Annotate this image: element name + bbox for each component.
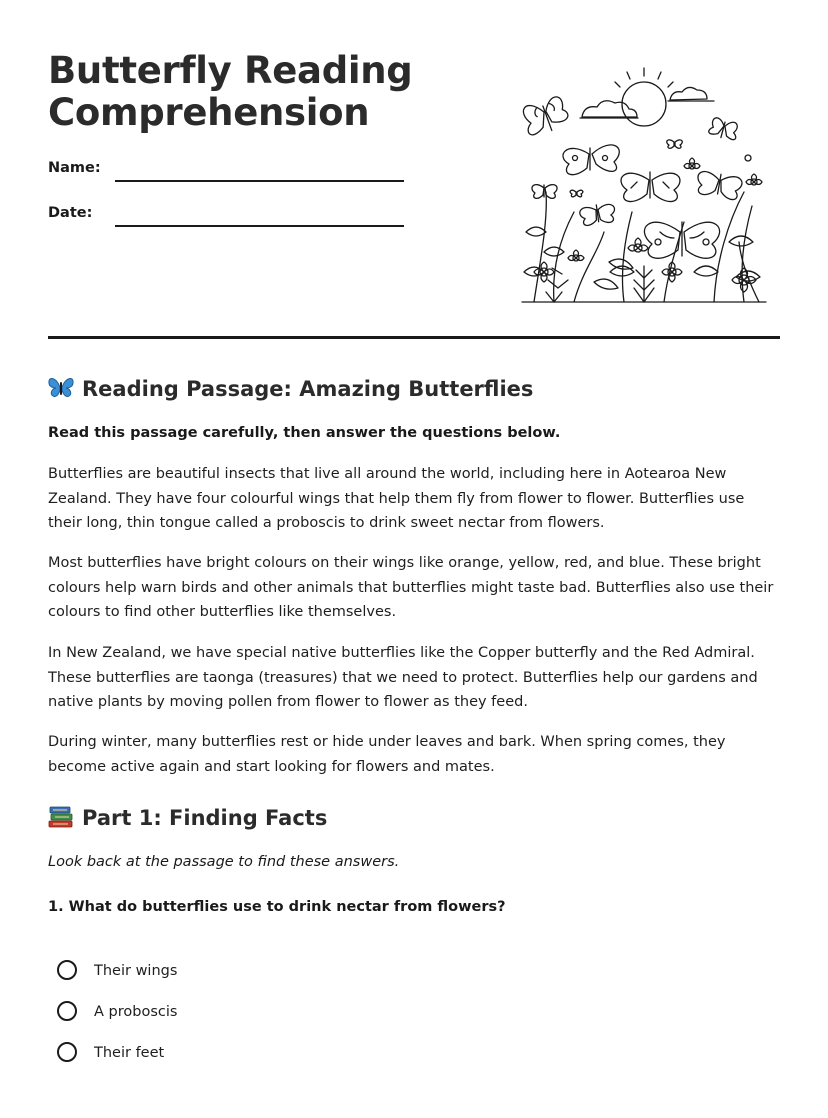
question-1-option-2[interactable]	[57, 1000, 357, 1026]
worksheet-title	[48, 50, 413, 134]
date-field[interactable]	[48, 203, 408, 233]
cloud-right-icon	[668, 87, 714, 101]
butterfly-top-center-icon	[667, 140, 683, 148]
question-1: 1. What do butterflies use to drink nectar from flowers?	[48, 899, 506, 915]
option-label: Their feet	[94, 1045, 165, 1061]
cloud-left-icon	[580, 101, 638, 118]
question-1-option-3[interactable]	[57, 1041, 357, 1067]
part1-note: Look back at the passage to find these answers.	[48, 854, 400, 870]
date-label: Date:	[48, 205, 93, 221]
passage-heading	[48, 375, 533, 403]
option-label: Their wings	[94, 963, 178, 979]
butterfly-tiny-icon	[570, 190, 583, 197]
name-field[interactable]	[48, 158, 408, 188]
header-divider	[48, 336, 780, 339]
worksheet-page	[48, 0, 780, 1118]
radio-circle[interactable]	[57, 960, 77, 980]
title-line-2: Comprehension	[48, 91, 370, 134]
butterfly-center-icon	[621, 172, 680, 202]
part1-heading-text: Part 1: Finding Facts	[82, 806, 328, 830]
butterfly-top-right-icon	[708, 117, 739, 142]
passage-paragraph-3: In New Zealand, we have special native butterflies like the Copper butterfly and the Red Admiral. These butterflies are taonga (treasures) that we need to protect. Butterflies help our gardens and native plants by moving pollen from flower to flower as they feed.	[48, 645, 758, 710]
name-write-line[interactable]	[115, 180, 404, 182]
butterfly-mid-left-icon	[563, 145, 619, 175]
worksheet-header	[48, 0, 780, 340]
part1-heading	[48, 804, 327, 832]
passage-paragraph-2: Most butterflies have bright colours on their wings like orange, yellow, red, and blue. These bright colours help warn birds and other animals that butterflies might taste bad. Butterflies also use their colours to find other butterflies like themselves.	[48, 555, 774, 620]
butterfly-lower-left-icon	[579, 202, 616, 226]
butterfly-small-left-icon	[532, 185, 557, 199]
radio-circle[interactable]	[57, 1042, 77, 1062]
passage-paragraph-4: During winter, many butterflies rest or hide under leaves and bark. When spring comes, they become active again and start looking for flowers and mates.	[48, 734, 726, 775]
name-label: Name:	[48, 160, 101, 176]
passage-paragraph-1: Butterflies are beautiful insects that live all around the world, including here in Aotearoa New Zealand. They have four colourful wings that help them fly from flower to flower. Butterflies use their long, thin tongue called a proboscis to drink sweet nectar from flowers.	[48, 466, 745, 531]
books-emoji-icon	[48, 806, 74, 828]
date-write-line[interactable]	[115, 225, 404, 227]
passage-heading-text: Reading Passage: Amazing Butterflies	[82, 377, 534, 401]
question-1-option-1[interactable]	[57, 959, 357, 985]
butterfly-top-left-icon	[520, 94, 571, 138]
passage-instruction: Read this passage carefully, then answer the questions below.	[48, 425, 561, 441]
option-label: A proboscis	[94, 1004, 178, 1020]
radio-circle[interactable]	[57, 1001, 77, 1021]
butterfly-emoji-icon	[48, 377, 74, 399]
butterfly-right-icon	[695, 170, 743, 200]
butterfly-garden-illustration	[514, 62, 774, 308]
title-line-1: Butterfly Reading	[48, 49, 413, 92]
